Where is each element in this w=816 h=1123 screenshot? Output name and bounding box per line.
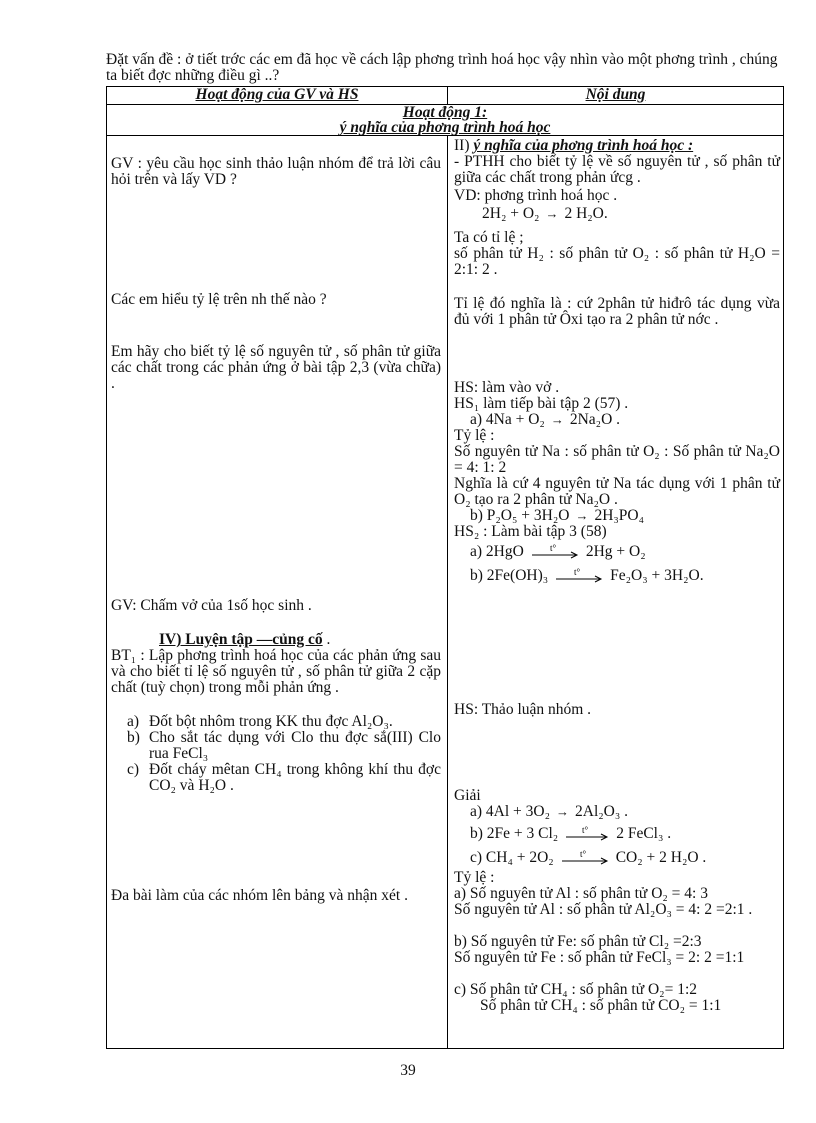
equation-hgo [454,544,780,560]
ratio-label-2: Tỷ lệ : [454,869,495,886]
group-presentation: Đa bài làm của các nhóm lên bảng và nhận xét . [111,887,408,904]
eq-products: 2H₃PO₄ [594,507,645,524]
section-practice [111,632,441,648]
table-header [107,87,783,105]
ratio-ch4-co2: Số phân tử CH₄ : số phân tử CO₂ = 1:1 [480,997,722,1014]
ratio-fe-fecl3: Số nguyên tử Fe : số phân tử FeCl₃ = 2: 2 =1:1 [454,949,745,966]
question-discuss: GV : yêu cầu học sinh thảo luận nhóm để trả lời câu hỏi trên và lấy VD ? [111,155,441,188]
ratio-al-o2: a) Số nguyên tử Al : số phân tử O₂ = 4: 3 [454,885,708,902]
na-ratio: Số nguyên tử Na : số phân tử O₂ : Số phân tử Na₂O = 4: 1: 2 [454,443,780,476]
activity-heading [107,105,783,135]
ratio-heading: Ta có tỉ lệ ; [454,229,524,246]
heat-arrow-icon [530,544,580,560]
solution-eq-3 [454,850,780,866]
item-label: a) [127,713,140,730]
section-meaning [454,138,780,154]
intro-text: Đặt vấn đề : ở tiết trớc các em đã học về cách lập phơng trình hoá học vậy nhìn vào một phơng trình , chúng ta biết đợc những điều gì ..? [106,51,778,84]
example-equation [454,206,780,222]
section-number: II) [454,137,474,154]
activity-label: Hoạt động 1: [402,104,488,121]
student-note: HS: làm vào vở . [454,379,560,396]
eq-reactants: 2H₂ + O₂ [482,205,540,222]
exercise-item [111,714,441,730]
activity-title: ý nghĩa của phơng trình hoá học [339,119,551,136]
ratio-al-al2o3: Số nguyên tử Al : số phân tử Al₂O₃ = 4: 2 =2:1 . [454,901,753,918]
heat-arrow-icon [564,826,610,842]
item-text: Cho sắt tác dụng với Clo thu đợc sắ(III) Clo rua FeCl₃ [149,729,441,762]
eq-products: 2 H₂O. [564,205,608,222]
group-discussion: HS: Thảo luận nhóm . [454,701,592,718]
student-2-task: HS₂ : Làm bài tập 3 (58) [454,523,607,540]
eq-reactants: b) P₂O₅ + 3H₂O [470,507,570,524]
student-1-task: HS₁ làm tiếp bài tập 2 (57) . [454,395,629,412]
lesson-table [106,86,784,1049]
temp-mark: t° [582,826,589,835]
equation-b [454,508,780,524]
temp-mark: t° [579,850,586,859]
exercise-item [111,762,441,794]
solution-eq-1 [454,804,780,820]
solution-label: Giải [454,787,481,804]
temp-mark: t° [574,568,581,577]
ratio-statement: số phân tử H₂ : số phân tử O₂ : số phân tử H₂O = 2:1: 2 . [454,245,780,278]
ratio-meaning: Tỉ lệ đó nghĩa là : cứ 2phân tử hiđrô tác dụng vừa đủ với 1 phân tử Ôxi tạo ra 2 phân tử nớc . [454,295,780,328]
eq-products: CO₂ + 2 H₂O . [615,849,707,866]
eq-products: 2Na₂O . [569,411,621,428]
arrow-icon: → [545,206,559,221]
equation-feoh [454,568,780,584]
eq-products: Fe₂O₃ + 3H₂O. [610,567,704,584]
header-teacher-student: Hoạt động của GV và HS [107,87,448,104]
equation-a [454,412,780,428]
eq-reactants: b) 2Fe(OH)₃ [470,567,549,584]
content-column [448,136,783,1048]
item-label: b) [127,729,140,746]
eq-reactants: a) 4Al + 3O₂ [470,803,551,820]
teacher-grading: GV: Chấm vở của 1số học sinh . [111,597,312,614]
example-label: VD: phơng trình hoá học . [454,187,618,204]
header-content: Nội dung [585,86,646,103]
ratio-fe-cl2: b) Số nguyên tử Fe: số phân tử Cl₂ =2:3 [454,933,702,950]
arrow-icon: → [556,804,570,819]
na-meaning: Nghĩa là cứ 4 nguyên tử Na tác dụng với 1 phân tử O₂ tạo ra 2 phân tử Na₂O . [454,475,780,508]
eq-reactants: a) 2HgO [470,543,524,560]
item-text: Đốt cháy mêtan CH₄ trong không khí thu đợc CO₂ và H₂O . [149,761,441,794]
arrow-icon: → [575,508,589,523]
item-label: c) [127,761,140,778]
solution-eq-2 [454,826,780,842]
temp-mark: t° [549,544,556,553]
heat-arrow-icon [560,850,610,866]
question-ratio-meaning: Các em hiểu tỷ lệ trên nh thế nào ? [111,291,327,308]
arrow-icon: → [550,412,564,427]
section-practice-tail: . [322,631,331,648]
teacher-column [107,136,448,1048]
section-practice-title: IV) Luyện tập —củng cố [159,631,323,648]
eq-reactants: b) 2Fe + 3 Cl₂ [470,825,559,842]
item-text: Đốt bột nhôm trong KK thu đợc Al₂O₃. [149,713,393,730]
page-number: 39 [400,1062,416,1079]
exercise-1: BT₁ : Lập phơng trình hoá học của các phản ứng sau và cho biết tỉ lệ số nguyên tử , số phân tử giữa 2 cặp chất (tuỳ chọn) trong mỗi phản ứng . [111,647,441,696]
heat-arrow-icon [554,568,604,584]
ratio-label: Tỷ lệ : [454,427,495,444]
eq-reactants: a) 4Na + O₂ [470,411,545,428]
question-exercise-ratio: Em hãy cho biết tỷ lệ số nguyên tử , số phân tử giữa các chất trong các phản ứng ở bài tập 2,3 (vừa chữa) . [111,343,441,392]
ratio-ch4-o2: c) Số phân tử CH₄ : số phân tử O₂= 1:2 [454,981,698,998]
eq-reactants: c) CH₄ + 2O₂ [470,849,554,866]
exercise-item [111,730,441,762]
meaning-statement: - PTHH cho biết tỷ lệ về số nguyên tử , số phân tử giữa các chất trong phản ứcg . [454,153,780,186]
eq-products: 2Al₂O₃ . [575,803,629,820]
exercise-items [111,714,441,794]
eq-products: 2Hg + O₂ [585,543,646,560]
eq-products: 2 FeCl₃ . [616,825,672,842]
section-meaning-title: ý nghĩa của phơng trình hoá học : [473,137,694,154]
table-body [107,135,783,1048]
